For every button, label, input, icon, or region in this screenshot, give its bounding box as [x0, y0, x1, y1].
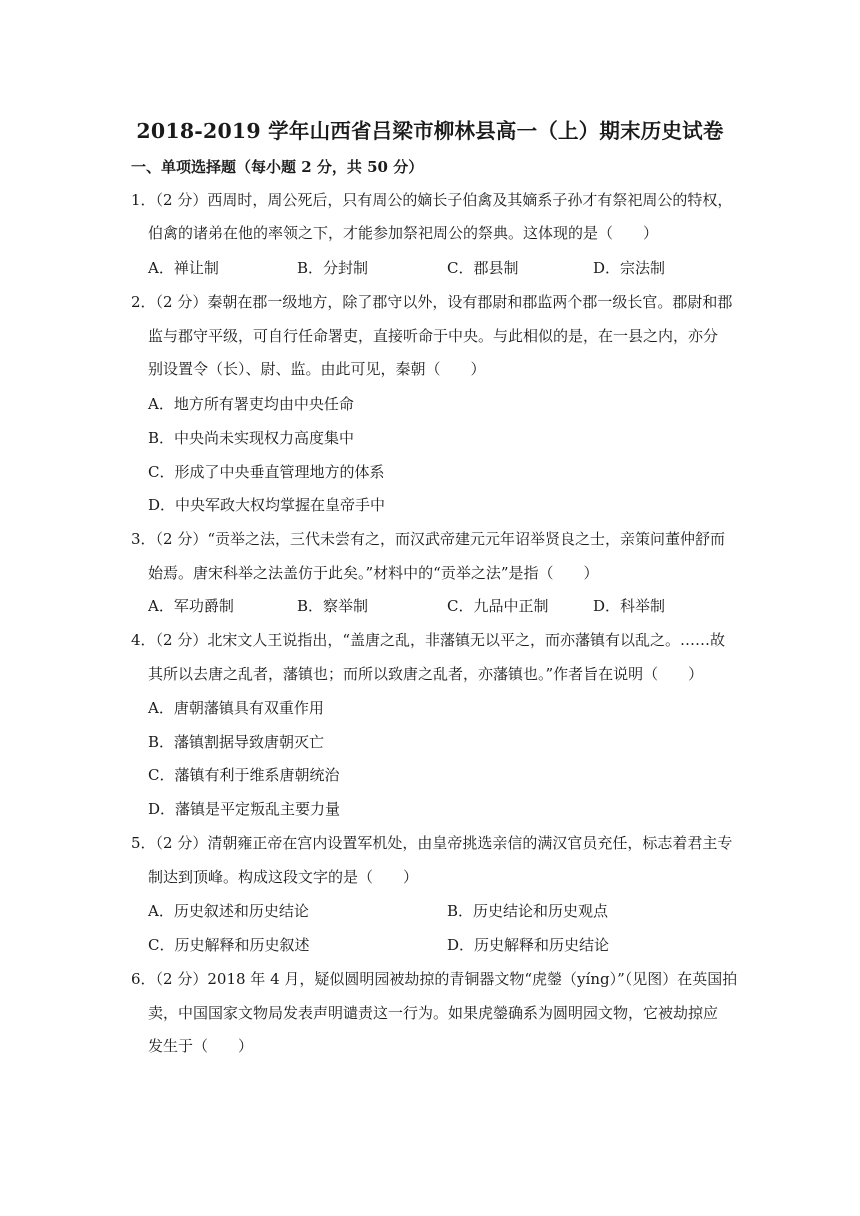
option-a: A．历史叙述和历史结论: [148, 902, 309, 920]
question-stem-line: 卖，中国国家文物局发表声明谴责这一行为。如果虎鎣确系为圆明园文物，它被劫掠应: [148, 1004, 719, 1022]
option-c: C．九品中正制: [447, 597, 549, 615]
option-a: A．地方所有署吏均由中央任命: [148, 395, 354, 413]
option-b: B．历史结论和历史观点: [447, 902, 609, 920]
question-stem-line: 4．（2 分）北宋文人王说指出，“盖唐之乱，非藩镇无以平之，而亦藩镇有以乱之。……故: [131, 631, 726, 649]
option-b: B．察举制: [297, 597, 369, 615]
question-stem-line: 监与郡守平级，可自行任命署吏，直接听命于中央。与此相似的是，在一县之内，亦分: [148, 327, 719, 345]
option-b: B．中央尚未实现权力高度集中: [148, 429, 355, 447]
option-b: B．藩镇割据导致唐朝灭亡: [148, 733, 325, 751]
question-stem-line: 其所以去唐之乱者，藩镇也；而所以致唐之乱者，亦藩镇也。”作者旨在说明（ ）: [148, 665, 704, 683]
question-stem-line: 制达到顶峰。构成这段文字的是（ ）: [148, 868, 419, 886]
question-stem-line: 6．（2 分）2018 年 4 月，疑似圆明园被劫掠的青铜器文物“虎鎣（yíng）”（见图）在英国拍: [131, 970, 738, 988]
question-stem-line: 伯禽的诸弟在他的率领之下，才能参加祭祀周公的祭典。这体现的是（ ）: [148, 224, 659, 242]
option-c: C．藩镇有利于维系唐朝统治: [148, 766, 340, 784]
option-c: C．郡县制: [447, 259, 519, 277]
question-stem-line: 5．（2 分）清朝雍正帝在宫内设置军机处，由皇帝挑选亲信的满汉官员充任，标志着君主专: [131, 834, 733, 852]
question-stem-line: 1．（2 分）西周时，周公死后，只有周公的嫡长子伯禽及其嫡系子孙才有祭祀周公的特权，: [131, 191, 733, 209]
option-c: C．历史解释和历史叙述: [148, 936, 310, 954]
option-b: B．分封制: [297, 259, 369, 277]
question-stem-line: 2．（2 分）秦朝在郡一级地方，除了郡守以外，设有郡尉和郡监两个郡一级长官。郡尉和郡: [131, 293, 733, 311]
option-a: A．军功爵制: [148, 597, 234, 615]
question-stem-line: 别设置令（长）、尉、监。由此可见，秦朝（ ）: [148, 360, 486, 378]
section-heading: 一、单项选择题（每小题 2 分，共 50 分）: [131, 158, 424, 176]
option-c: C．形成了中央垂直管理地方的体系: [148, 463, 385, 481]
exam-title: 2018-2019 学年山西省吕梁市柳林县高一（上）期末历史试卷: [136, 119, 724, 143]
option-d: D．藩镇是平定叛乱主要力量: [148, 800, 341, 818]
question-stem-line: 发生于（ ）: [148, 1037, 254, 1055]
option-a: A．唐朝藩镇具有双重作用: [148, 699, 324, 717]
option-d: D．中央军政大权均掌握在皇帝手中: [148, 496, 386, 514]
option-d: D．科举制: [593, 597, 666, 615]
option-a: A．禅让制: [148, 259, 219, 277]
question-stem-line: 始焉。唐宋科举之法盖仿于此矣。”材料中的“贡举之法”是指（ ）: [148, 564, 599, 582]
question-stem-line: 3．（2 分）“贡举之法，三代未尝有之，而汉武帝建元元年诏举贤良之士，亲策问董仲舒而: [131, 530, 726, 548]
option-d: D．历史解释和历史结论: [447, 936, 610, 954]
option-d: D．宗法制: [593, 259, 666, 277]
